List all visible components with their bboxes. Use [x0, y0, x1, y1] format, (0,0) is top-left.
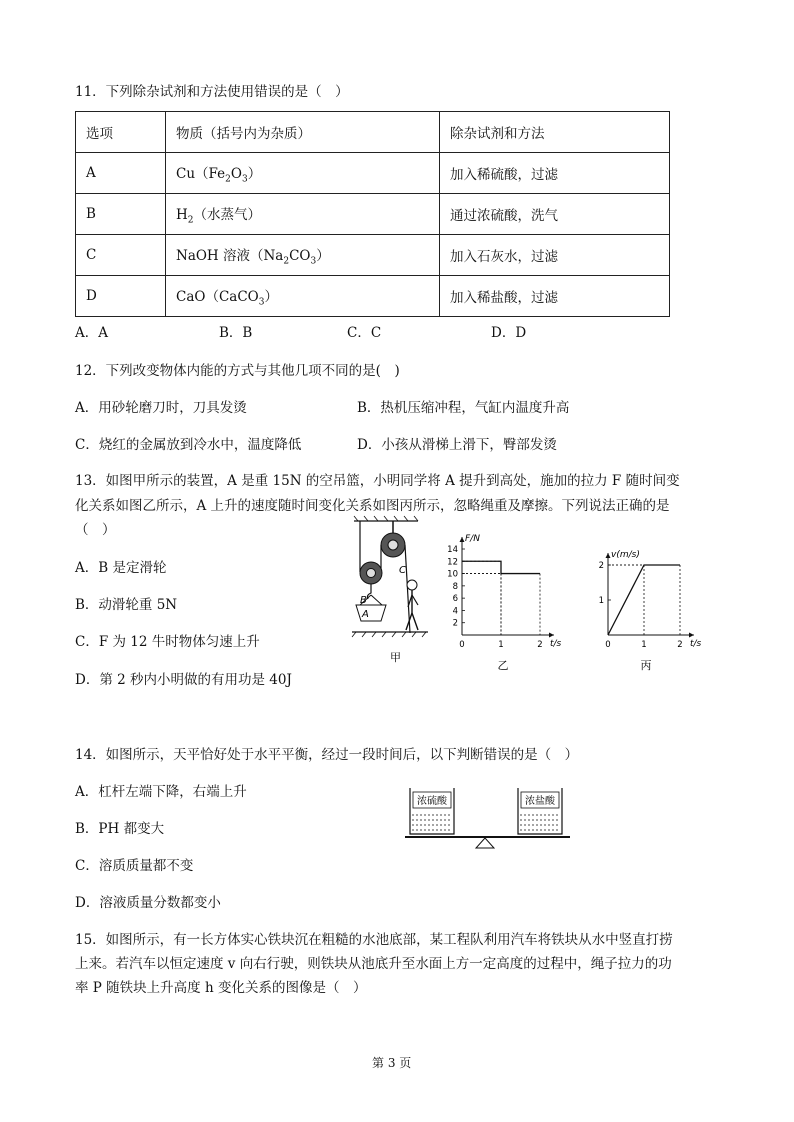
- chart-yi: [440, 520, 580, 672]
- x-axis-label: t/s: [690, 639, 702, 649]
- x-tick-label: 1: [641, 640, 647, 650]
- y-tick-label: 6: [452, 594, 458, 605]
- table-cell-option: B: [76, 194, 166, 235]
- y-tick-label: 4: [452, 606, 458, 617]
- balance-figure: [405, 782, 580, 854]
- y-tick-label: 1: [598, 596, 604, 606]
- table-header-cell: 选项: [76, 112, 166, 153]
- table-header-cell: 除杂试剂和方法: [440, 112, 670, 153]
- label-c: C: [399, 565, 406, 576]
- table-row: [76, 235, 670, 276]
- y-tick-label: 2: [598, 561, 604, 571]
- y-axis-arrow: [606, 553, 611, 558]
- chart-caption: 丙: [640, 659, 652, 672]
- x-axis-arrow: [689, 633, 694, 638]
- chart-bing: [588, 520, 718, 672]
- q13-option-d: D．第 2 秒内小明做的有用功是 40J: [75, 672, 292, 688]
- q14-option-c: C．溶质质量都不变: [75, 858, 194, 874]
- q11-choice-a: A．A: [75, 325, 108, 341]
- y-axis-label: F/N: [465, 534, 480, 544]
- q13-stem-line3: （ ）: [75, 522, 116, 538]
- q13-stem-line2: 化关系如图乙所示，A 上升的速度随时间变化关系如图丙所示，忽略绳重及摩擦。下列说法正确的是: [75, 498, 670, 514]
- y-tick-label: 2: [452, 618, 458, 629]
- table-cell-option: A: [76, 153, 166, 194]
- label-b: B: [360, 595, 367, 606]
- caption-jia: 甲: [390, 651, 401, 664]
- table-cell-substance: $Cu(Fe_2O_3)$: [166, 153, 440, 194]
- y-tick-label: 8: [452, 581, 458, 592]
- table-row: [76, 194, 670, 235]
- q12-option-b: B．热机压缩冲程，气缸内温度升高: [357, 400, 570, 416]
- q12-option-a: A．用砂轮磨刀时，刀具发烫: [75, 400, 247, 416]
- x-axis-arrow: [549, 633, 554, 638]
- series-line: [462, 561, 540, 573]
- table-cell-substance: NaOH 溶液$(Na_2CO_3)$: [166, 235, 440, 276]
- table-cell-method: 通过浓硫酸，洗气: [440, 194, 670, 235]
- beaker-left-label: 浓硫酸: [417, 796, 447, 807]
- x-tick-label: 0: [605, 640, 611, 650]
- q12-stem: 12．下列改变物体内能的方式与其他几项不同的是( ): [75, 363, 400, 379]
- y-tick-label: 12: [447, 557, 458, 568]
- q12-option-d: D．小孩从滑梯上滑下，臀部发烫: [357, 437, 557, 453]
- x-tick-label: 2: [537, 640, 543, 650]
- page-footer: 第 3 页: [372, 1056, 412, 1070]
- q15-line1: 15．如图所示，有一长方体实心铁块沉在粗糙的水池底部，某工程队利用汽车将铁块从水中竖直打捞: [75, 932, 673, 948]
- q11-stem: 11．下列除杂试剂和方法使用错误的是（ ）: [75, 84, 349, 100]
- pulley-figure: [348, 515, 438, 675]
- table-header-cell: 物质（括号内为杂质）: [166, 112, 440, 153]
- q14-stem: 14．如图所示，天平恰好处于水平平衡，经过一段时间后，以下判断错误的是（ ）: [75, 747, 579, 763]
- table-cell-substance: CaO（CaCO$_3$）: [166, 276, 440, 317]
- q13-option-c: C．F 为 12 牛时物体匀速上升: [75, 634, 260, 650]
- x-tick-label: 0: [459, 640, 465, 650]
- table-cell-option: D: [76, 276, 166, 317]
- y-tick-label: 10: [447, 569, 458, 580]
- y-axis-arrow: [460, 537, 465, 542]
- x-tick-label: 2: [677, 640, 683, 650]
- x-tick-label: 1: [498, 640, 504, 650]
- q13-option-b: B．动滑轮重 5N: [75, 597, 178, 613]
- q11-choice-c: C．C: [347, 325, 382, 341]
- label-a: A: [362, 609, 369, 620]
- table-header-row: [76, 112, 670, 153]
- q15-line2: 上来。若汽车以恒定速度 v 向右行驶，则铁块从池底升至水面上方一定高度的过程中，绳子拉力的功: [75, 956, 672, 972]
- table-row: [76, 276, 670, 317]
- table-cell-method: 加入石灰水，过滤: [440, 235, 670, 276]
- q14-option-b: B．PH 都变大: [75, 821, 165, 837]
- table-cell-method: 加入稀盐酸，过滤: [440, 276, 670, 317]
- q13-stem-line1: 13．如图甲所示的装置，A 是重 15N 的空吊篮，小明同学将 A 提升到高处，施加的拉力 F 随时间变: [75, 473, 680, 489]
- table-row: [76, 153, 670, 194]
- x-axis-label: t/s: [550, 639, 562, 649]
- q11-choice-b: B．B: [219, 325, 253, 341]
- q11-choice-d: D．D: [491, 325, 527, 341]
- q12-option-c: C．烧红的金属放到冷水中，温度降低: [75, 437, 302, 453]
- table-cell-substance: $H_2$（水蒸气）: [166, 194, 440, 235]
- q14-option-a: A．杠杆左端下降，右端上升: [75, 784, 247, 800]
- table-cell-method: 加入稀硫酸，过滤: [440, 153, 670, 194]
- q14-option-d: D．溶液质量分数都变小: [75, 895, 221, 911]
- beaker-right-label: 浓盐酸: [525, 796, 555, 807]
- y-axis-label: v(m/s): [611, 550, 640, 560]
- table-cell-option: C: [76, 235, 166, 276]
- q13-option-a: A．B 是定滑轮: [75, 560, 167, 576]
- y-tick-label: 14: [447, 545, 458, 555]
- series-line: [608, 565, 680, 635]
- chart-caption: 乙: [497, 659, 509, 672]
- q11-table: [75, 111, 670, 317]
- q15-line3: 率 P 随铁块上升高度 h 变化关系的图像是（ ）: [75, 980, 367, 996]
